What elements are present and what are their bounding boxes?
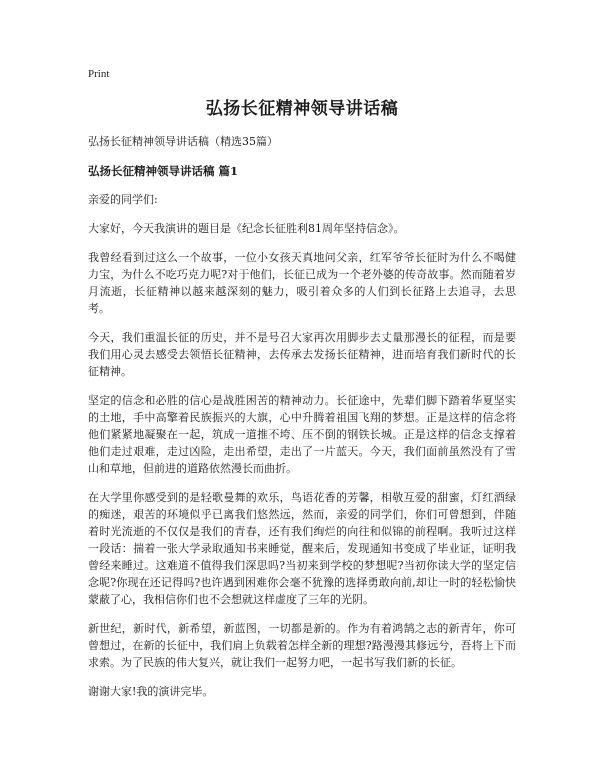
document-page [88,68,516,712]
paragraph-intro: 大家好，今天我演讲的题目是《纪念长征胜利81周年坚持信念》。 [88,222,405,235]
paragraph-today: 今天，我们重温长征的历史，并不是号召大家再次用脚步去丈量那漫长的征程，而是要我们用心灵去感受去领悟长征精神，去传承去发扬长征精神，进而培育我们新时代的长征精神。 [88,331,516,378]
paragraph-new-era: 新世纪，新时代，新希望，新蓝图，一切都是新的。作为有着鸿鹄之志的新青年，你可曾想过，在新的长征中，我们肩上负载着怎样全新的理想?路漫漫其修远兮，吾将上下而求索。为了民族的伟大复兴，就让我们一起努力吧，一起书写我们新的长征。 [88,622,516,669]
section-heading: 弘扬长征精神领导讲话稿 篇1 [88,164,239,178]
paragraph-university: 在大学里你感受到的是轻歌曼舞的欢乐，鸟语花香的芳馨，相敬互爱的甜蜜，灯红酒绿的痴迷，艰苦的环境似乎已离我们悠然远，然而，亲爱的同学们，你们可曾想到，伴随着时光流逝的不仅仅是我们的青春，还有我们绚烂的向往和似锦的前程啊。我听过这样一段话：揣着一张大学录取通知书来睡觉，醒来后，发现通知书变成了毕业证，证明我曾经来睡过。这难道不值得我们深思吗?当初来到学校的梦想呢?当初你读大学的坚定信念呢?你现在还记得吗?也许遇到困难你会毫不犹豫的选择勇敢向前,却让一时的轻松愉快蒙蔽了心，我相信你们也不会想就这样虚度了三年的光阴。 [88,491,516,606]
paragraph-story: 我曾经看到过这么一个故事，一位小女孩天真地问父亲，红军爷爷长征时为什么不喝健力宝，为什么不吃巧克力呢?对于他们，长征已成为一个老外婆的传奇故事。然而随着岁月流逝，长征精神以越来越深刻的魅力，吸引着众多的人们到长征路上去追寻，去思考。 [88,251,516,315]
print-link[interactable]: Print [88,68,110,80]
page-title: 弘扬长征精神领导讲话稿 [205,99,399,119]
paragraph-greeting: 亲爱的同学们: [88,193,158,206]
document-subtitle: 弘扬长征精神领导讲话稿（精选35篇） [88,135,278,148]
paragraph-closing: 谢谢大家!我的演讲完毕。 [88,685,214,698]
paragraph-belief: 坚定的信念和必胜的信心是战胜困苦的精神动力。长征途中，先辈们脚下踏着华夏坚实的土地，手中高擎着民族振兴的大旗，心中升腾着祖国飞翔的梦想。正是这样的信念将他们紧紧地凝聚在一起，筑成一道推不垮、压不倒的钢铁长城。正是这样的信念支撑着他们走过艰难，走过凶险，走出希望，走出了一片蓝天。今天，我们面前虽然没有了雪山和草地，但前进的道路依然漫长而曲折。 [88,394,516,475]
